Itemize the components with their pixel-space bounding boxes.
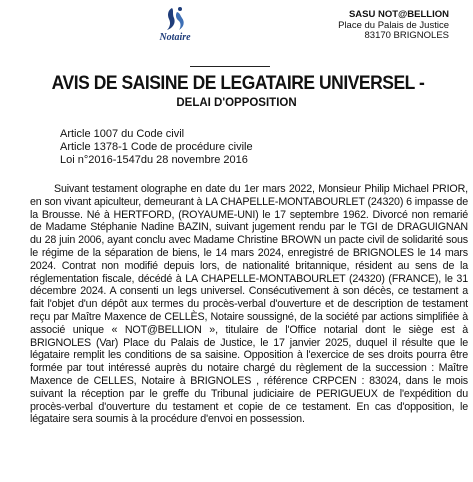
notice-header [0, 4, 473, 50]
notice-body: Suivant testament olographe en date du 1er mars 2022, Monsieur Philip Michael PRIOR, en son vivant apiculteur, demeurant à LA CHAPELLE-MONTABOURLET (24320) 6 impasse de la Brousse. Né à HERTFORD, (ROYAUME-UNI) le 17 septembre 1962. Divorcé non remarié de Madame Stéphanie Nadine BAZIN, suivant jugement rendu par le TGI de DRAGUIGNAN du 28 juin 2006, ayant conclu avec Madame Christine BROWN un pacte civil de solidarité sous le régime de la séparation de biens, le 14 mars 2024, enregistré de BRIGNOLES le 14 mars 2024. Contrat non modifié depuis lors, de nationalité britannique, résident au sens de la réglementation fiscale, décédé à LA CHAPELLE-MONTABOURLET (24320) (FRANCE), le 31 décembre 2024. A consenti un legs universel. Consécutivement à son décès, ce testament a fait l'objet d'un dépôt aux termes du procès-verbal d'ouverture et de description de testament reçu par Maître Maxence de CELLÈS, Notaire soussigné, de la société par actions simplifiée à associé unique « NOT@BELLION », titulaire de l'Office notarial dont le siège est à BRIGNOLES (Var) Place du Palais de Justice, le 17 janvier 2025, duquel il résulte que le légataire remplit les conditions de sa saisine. Opposition à l'exercice de ses droits pourra être formée par tout intéressé auprès du notaire chargé du règlement de la succession : Maître Maxence de CELLES, Notaire à BRIGNOLES , référence CRPCEN : 83024, dans le mois suivant la réception par le greffe du Tribunal judiciaire de PERIGUEUX de l'expédition du procès-verbal d'ouverture du testament et copie de ce testament. En cas d'opposition, le légataire sera soumis à la procédure d'envoi en possession. [30, 183, 468, 426]
notice-title: AVIS DE SAISINE DE LEGATAIRE UNIVERSEL - [51, 73, 425, 94]
title-divider [190, 66, 270, 67]
reference-line: Loi n°2016-1547du 28 novembre 2016 [60, 154, 248, 166]
logo-text: Notaire [159, 32, 191, 43]
office-address: Place du Palais de Justice [338, 19, 449, 31]
notaire-logo [150, 6, 200, 50]
reference-line: Article 1378-1 Code de procédure civile [60, 141, 253, 153]
notaire-emblem-icon [158, 6, 192, 32]
office-city: 83170 BRIGNOLES [364, 30, 449, 41]
notice-subtitle: DELAI D'OPPOSITION [176, 97, 297, 109]
legal-references [60, 128, 253, 167]
office-name: SASU NOT@BELLION [348, 9, 449, 20]
reference-line: Article 1007 du Code civil [60, 128, 185, 140]
office-block [289, 10, 449, 42]
